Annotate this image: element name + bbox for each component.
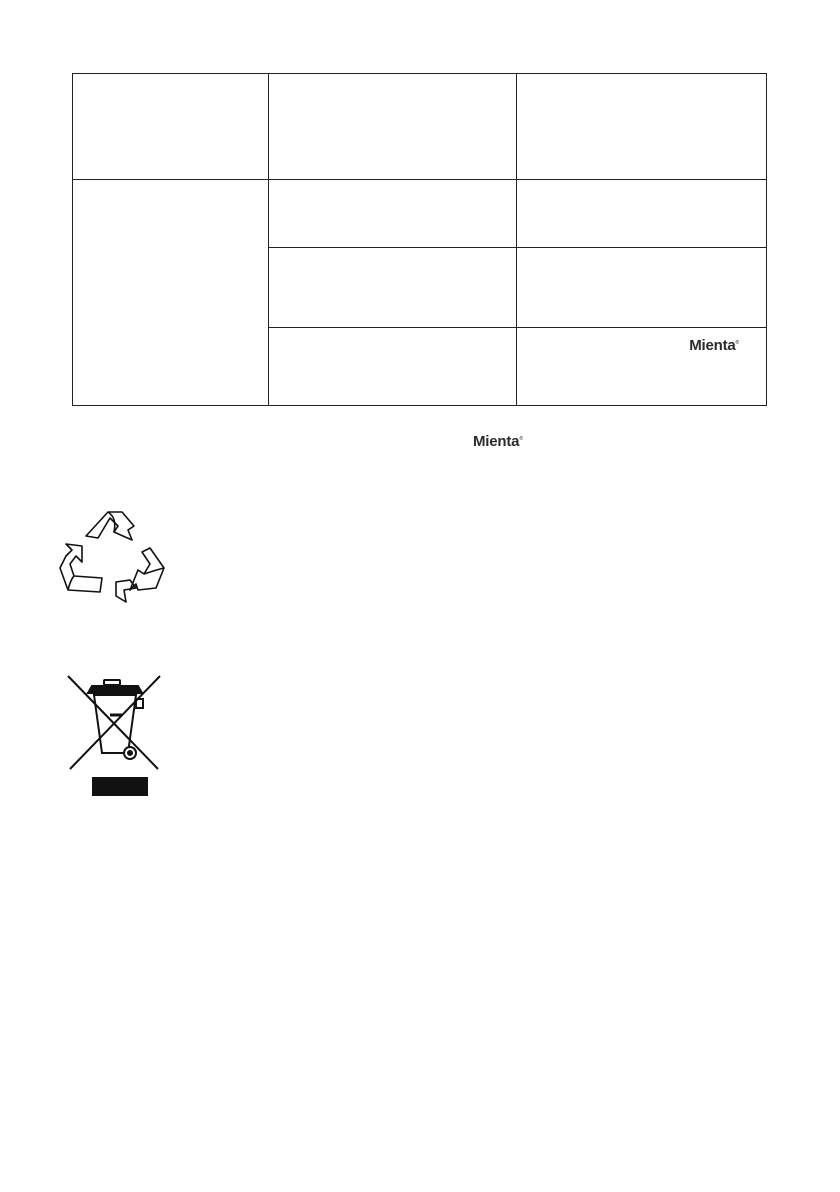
- trademark-mark: ®: [735, 340, 739, 346]
- table-cell: [517, 74, 767, 180]
- table-cell: [269, 74, 517, 180]
- table-cell: [517, 248, 767, 328]
- table-cell: [73, 180, 269, 406]
- table-row: [73, 180, 767, 248]
- logo-text: Mienta: [689, 337, 736, 354]
- logo-text: Mienta: [473, 433, 520, 450]
- table-row: [73, 74, 767, 180]
- specs-table: [72, 73, 767, 406]
- table-cell: [269, 328, 517, 406]
- table-cell: [269, 248, 517, 328]
- table-cell-with-logo: [517, 328, 767, 406]
- underline-bar: [92, 777, 148, 796]
- table-cell: [73, 74, 269, 180]
- recycle-icon: [52, 506, 168, 608]
- table-cell: [269, 180, 517, 248]
- mienta-logo: [689, 337, 739, 354]
- trademark-mark: ®: [519, 436, 523, 442]
- mienta-logo: [473, 433, 523, 450]
- crossed-out-wheelie-bin-icon: [62, 671, 166, 797]
- table-cell: [517, 180, 767, 248]
